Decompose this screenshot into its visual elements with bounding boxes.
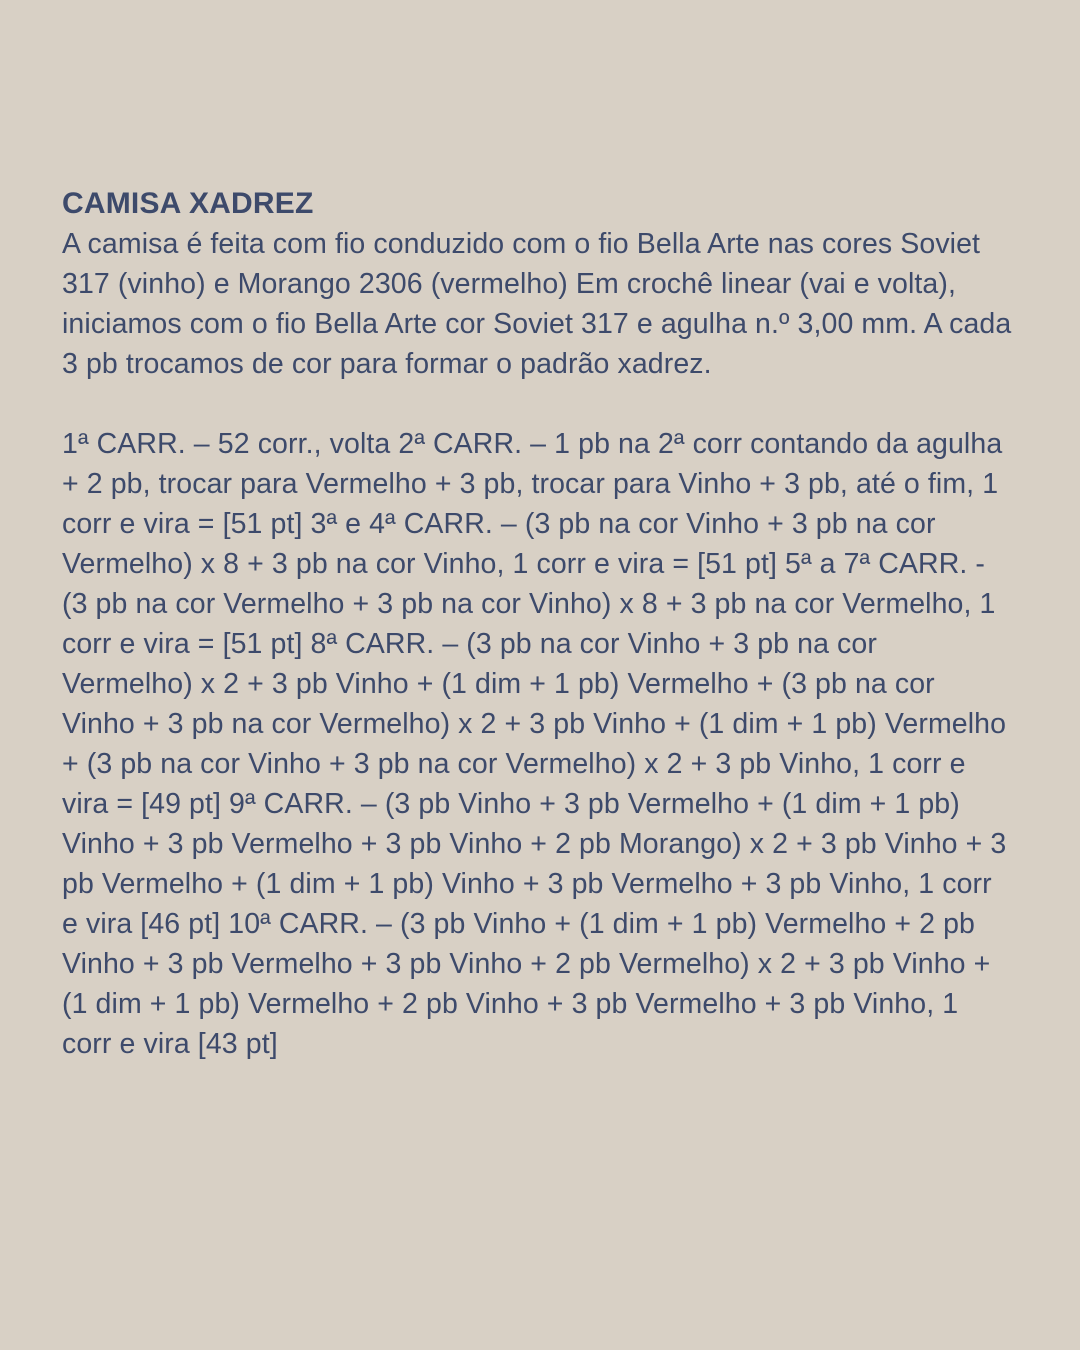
instructions-paragraph: 1ª CARR. – 52 corr., volta 2ª CARR. – 1 pb na 2ª corr contando da agulha + 2 pb, trocar para Vermelho + 3 pb, trocar para Vinho + 3 pb, até o fim, 1 corr e vira = [51 pt] 3ª e 4ª CARR. – (3 pb na cor Vinho + 3 pb na cor Vermelho) x 8 + 3 pb na cor Vinho, 1 corr e vira = [51 pt] 5ª a 7ª CARR. - (3 pb na cor Vermelho + 3 pb na cor Vinho) x 8 + 3 pb na cor Vermelho, 1 corr e vira = [51 pt] 8ª CARR. – (3 pb na cor Vinho + 3 pb na cor Vermelho) x 2 + 3 pb Vinho + (1 dim + 1 pb) Vermelho + (3 pb na cor Vinho + 3 pb na cor Vermelho) x 2 + 3 pb Vinho + (1 dim + 1 pb) Vermelho + (3 pb na cor Vinho + 3 pb na cor Vermelho) x 2 + 3 pb Vinho, 1 corr e vira = [49 pt] 9ª CARR. – (3 pb Vinho + 3 pb Vermelho + (1 dim + 1 pb) Vinho + 3 pb Vermelho + 3 pb Vinho + 2 pb Morango) x 2 + 3 pb Vinho + 3 pb Vermelho + (1 dim + 1 pb) Vinho + 3 pb Vermelho + 3 pb Vinho, 1 corr e vira [46 pt] 10ª CARR. – (3 pb Vinho + (1 dim + 1 pb) Vermelho + 2 pb Vinho + 3 pb Vermelho + 3 pb Vinho + 2 pb Vermelho) x 2 + 3 pb Vinho + (1 dim + 1 pb) Vermelho + 2 pb Vinho + 3 pb Vermelho + 3 pb Vinho, 1 corr e vira [43 pt] xyxy=(62,428,1007,1060)
document-title: CAMISA XADREZ xyxy=(62,187,314,220)
document-body xyxy=(62,184,1012,1064)
paragraph-spacer xyxy=(62,384,1012,424)
intro-paragraph: A camisa é feita com fio conduzido com o fio Bella Arte nas cores Soviet 317 (vinho) e Morango 2306 (vermelho) Em crochê linear (vai e volta), iniciamos com o fio Bella Arte cor Soviet 317 e agulha n.º 3,00 mm. A cada 3 pb trocamos de cor para formar o padrão xadrez. xyxy=(62,228,1012,380)
